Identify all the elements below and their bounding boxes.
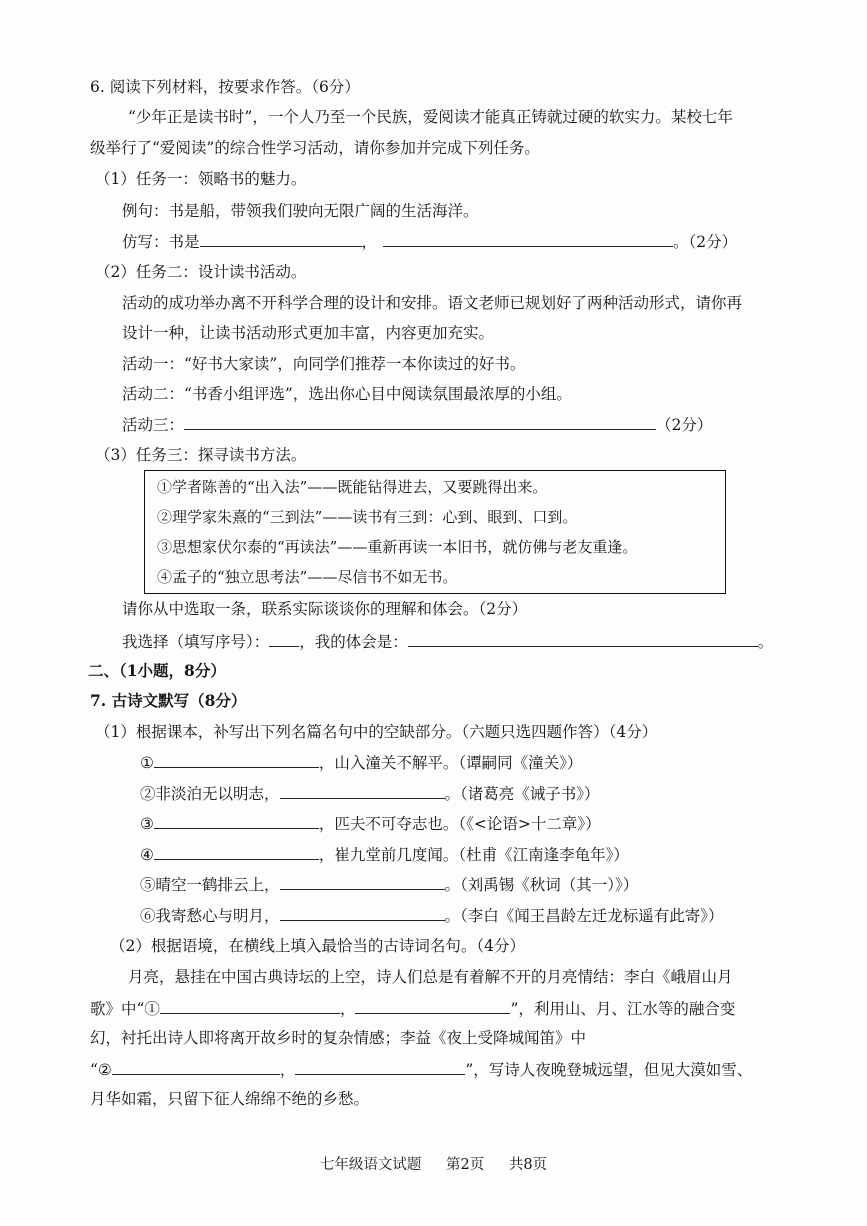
poem-blank-3[interactable] — [154, 812, 319, 829]
poem-item-5: ⑤晴空一鹤排云上， 。（刘禹锡《秋词（其一）》） — [140, 873, 638, 896]
footer-subject: 七年级语文试题 — [319, 1157, 422, 1173]
poem-item-1: ① ，山入潼关不解平。（谭嗣同《潼关》） — [140, 751, 582, 774]
q7-title: 7. 古诗文默写（8分） — [90, 691, 247, 710]
task3-experience-blank[interactable] — [408, 630, 758, 647]
section2-title: 二、（1小题，8分） — [88, 661, 226, 680]
q6-intro-line1: “少年正是读书时”，一个人乃至一个民族，爱阅读才能真正铸就过硬的软实力。某校七年 — [128, 108, 733, 126]
method-2: ②理学家朱熹的“三到法”——读书有三到：心到、眼到、口到。 — [157, 508, 578, 526]
task1-blank-1[interactable] — [200, 230, 362, 247]
footer-page: 第2页 — [446, 1157, 485, 1173]
q7-part2-title: （2）根据语境，在横线上填入最恰当的古诗词名句。（4分） — [110, 937, 525, 955]
poem-blank-2[interactable] — [280, 782, 445, 799]
poem-blank-6[interactable] — [280, 904, 445, 921]
task2-activity1: 活动一：“好书大家读”，向同学们推荐一本你读过的好书。 — [122, 355, 526, 373]
task2-text-line2: 设计一种，让读书活动形式更加丰富，内容更加充实。 — [122, 324, 495, 342]
context-line5: 月华如霜，只留下征人绵绵不绝的乡愁。 — [90, 1090, 370, 1108]
q6-intro-line2: 级举行了“爱阅读”的综合性学习活动，请你参加并完成下列任务。 — [90, 139, 540, 157]
context-blank-2a[interactable] — [112, 1058, 280, 1075]
task3-answer-line: 我选择（填写序号）： ，我的体会是： 。 — [122, 630, 773, 653]
q7-part1-title: （1）根据课本，补写出下列名篇名句中的空缺部分。（六题只选四题作答）（4分） — [95, 723, 658, 741]
q6-title: 6. 阅读下列材料，按要求作答。（6分） — [90, 78, 360, 96]
poem-item-4: ④ ，崔九堂前几度闻。（杜甫《江南逢李龟年》） — [140, 843, 629, 866]
reading-methods-box — [144, 470, 726, 594]
context-blank-1a[interactable] — [160, 997, 340, 1014]
poem-item-6: ⑥我寄愁心与明月， 。（李白《闻王昌龄左迁龙标遥有此寄》） — [140, 904, 724, 927]
task2-activity3-blank[interactable] — [184, 413, 656, 430]
poem-item-3: ③ ，匹夫不可夺志也。（《<论语>十二章》） — [140, 812, 601, 835]
task3-choice-blank[interactable] — [269, 630, 299, 647]
method-4: ④孟子的“独立思考法”——尽信书不如无书。 — [157, 568, 458, 586]
task1-imitate-line: 仿写：书是 ， 。（2分） — [122, 230, 737, 253]
context-line2: 歌》中“① ， ”，利用山、月、江水等的融合变 — [90, 997, 735, 1020]
method-1: ①学者陈善的“出入法”——既能钻得进去，又要跳得出来。 — [157, 478, 548, 496]
task3-instruction: 请你从中选取一条，联系实际谈谈你的理解和体会。（2分） — [122, 600, 528, 618]
task3-title: （3）任务三：探寻读书方法。 — [95, 446, 307, 464]
poem-blank-1[interactable] — [154, 751, 319, 768]
task2-activity2: 活动二：“书香小组评选”，选出你心目中阅读氛围最浓厚的小组。 — [122, 385, 572, 403]
task1-blank-2[interactable] — [383, 230, 673, 247]
context-blank-1b[interactable] — [355, 997, 510, 1014]
poem-blank-5[interactable] — [280, 873, 445, 890]
task1-title: （1）任务一：领略书的魅力。 — [95, 170, 307, 188]
context-blank-2b[interactable] — [295, 1058, 465, 1075]
context-line1: 月亮，悬挂在中国古典诗坛的上空，诗人们总是有着解不开的月亮情结：李白《峨眉山月 — [128, 968, 733, 986]
task1-example: 例句：书是船，带领我们驶向无限广阔的生活海洋。 — [122, 202, 479, 220]
footer-total: 共8页 — [508, 1157, 548, 1173]
task2-text-line1: 活动的成功举办离不开科学合理的设计和安排。语文老师已规划好了两种活动形式，请你再 — [122, 294, 743, 312]
task2-title: （2）任务二：设计读书活动。 — [95, 263, 307, 281]
context-line4: “② ， ”，写诗人夜晚登城远望，但见大漠如雪、 — [90, 1058, 752, 1081]
task2-activity3-line: 活动三： （2分） — [122, 413, 712, 436]
poem-blank-4[interactable] — [154, 843, 319, 860]
poem-item-2: ②非淡泊无以明志， 。（诸葛亮《诫子书》） — [140, 782, 600, 805]
context-line3: 幻，衬托出诗人即将离开故乡时的复杂情感；李益《夜上受降城闻笛》中 — [90, 1029, 587, 1047]
page-footer — [0, 1153, 867, 1174]
method-3: ③思想家伏尔泰的“再读法”——重新再读一本旧书，就仿佛与老友重逢。 — [157, 538, 638, 556]
